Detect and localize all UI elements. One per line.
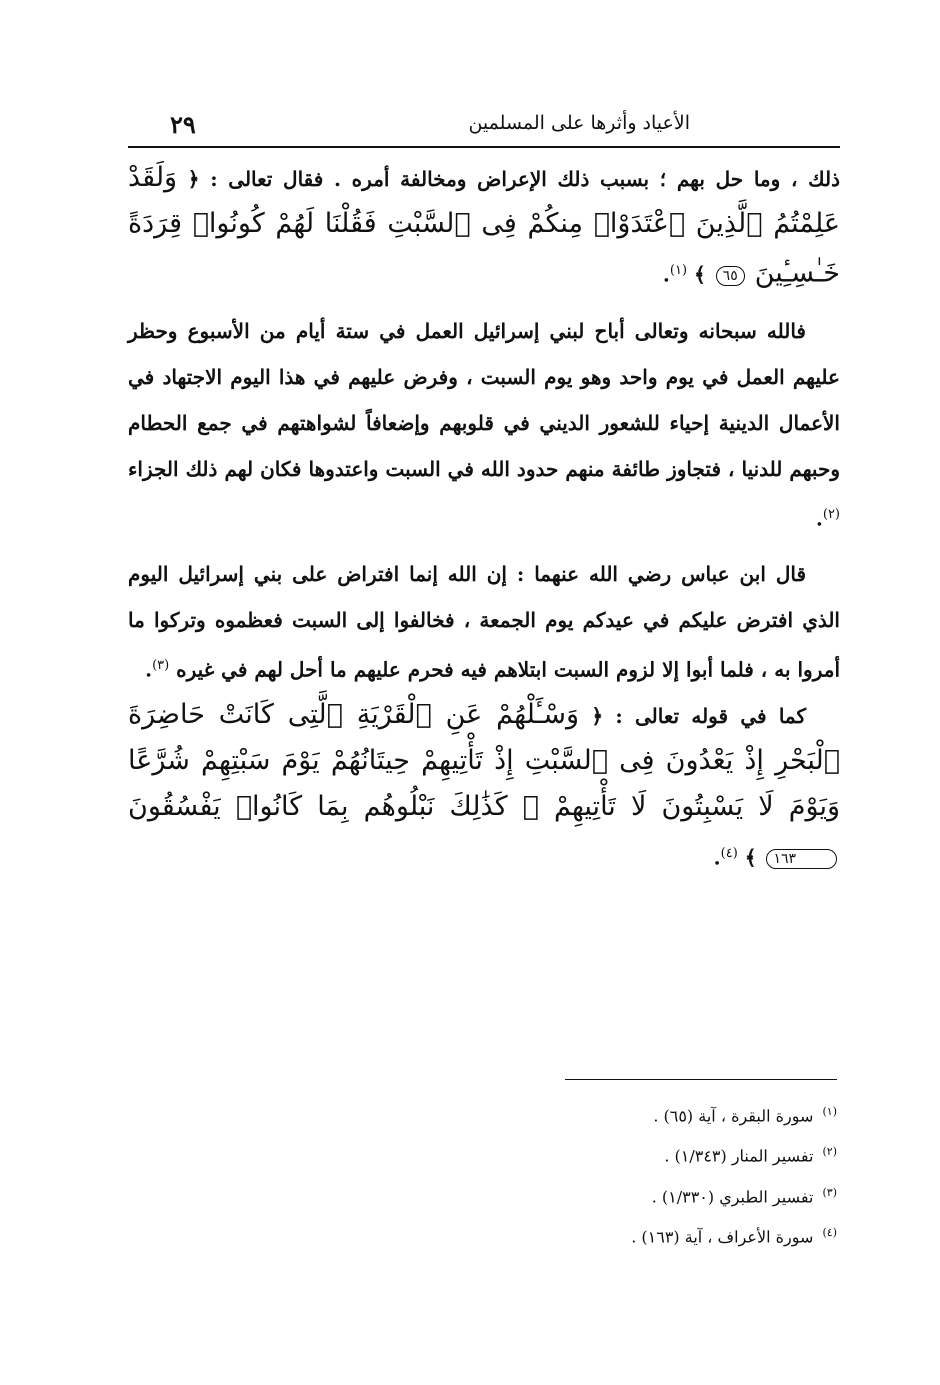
- paragraph-2: فالله سبحانه وتعالى أباح لبني إسرائيل العمل في ستة أيام من الأسبوع وحظر عليهم العمل في يوم واحد وهو يوم السبت ، وفرض عليهم في هذا اليوم الاجتهاد في الأعمال الدينية إحياء للشعور الديني في قلوبهم وإضعافاً لشواهتهم في جمع الحطام وحبهم للدنيا ، فتجاوز طائفة منهم حدود الله في السبت واعتدوها فكان لهم ذلك الجزاء $^{(٢)}$.: [128, 318, 840, 531]
- footnote-text: تفسير الطبري (١/٣٣٠) .: [651, 1186, 814, 1206]
- paragraph-1-text: ذلك ، وما حل بهم ؛ بسبب ذلك الإعراض ومخالفة أمره . فقال تعالى : ﴿: [187, 167, 840, 191]
- running-header: [128, 110, 840, 142]
- verse-number-marker: ١٦٣: [766, 849, 837, 869]
- footnote-ref-3: (٣): [152, 658, 170, 674]
- footnote-text: سورة الأعراف ، آية (١٦٣) .: [631, 1227, 814, 1247]
- quran-verse-1: وَلَقَدْ عَلِمْتُمُ ٱلَّذِينَ ٱعْتَدَوْا۟ مِنكُمْ فِى ٱلسَّبْتِ فَقُلْنَا لَهُمْ كُونُوا۟ قِرَدَةً خَـٰسِـِٔينَ: [128, 162, 840, 289]
- footnote-ref-2: (٢): [822, 506, 840, 522]
- footnote-text: سورة البقرة ، آية (٦٥) .: [653, 1106, 814, 1126]
- quran-verse-2: وَسْـَٔلْهُمْ عَنِ ٱلْقَرْيَةِ ٱلَّتِى كَانَتْ حَاضِرَةَ ٱلْبَحْرِ إِذْ يَعْدُونَ فِى ٱلسَّبْتِ إِذْ تَأْتِيهِمْ حِيتَانُهُمْ يَوْمَ سَبْتِهِمْ شُرَّعًا وَيَوْمَ لَا يَسْبِتُونَ لَا تَأْتِيهِمْ ۚ كَذَٰلِكَ نَبْلُوهُم بِمَا كَانُوا۟ يَفْسُقُونَ: [128, 698, 840, 822]
- paragraph-4-text: كما في قوله تعالى : ﴿: [591, 703, 807, 728]
- paragraph-3: قال ابن عباس رضي الله عنهما : إن الله إنما افتراض على بني إسرائيل اليوم الذي افترض عليكم في عيدكم يوم الجمعة ، فخالفوا إلى السبت فعظموه وتركوا ما أمروا به ، فلما أبوا إلا لزوم السبت ابتلاهم فيه فحرم عليهم ما أحل لهم في غيره $^{(٣)}$.: [128, 562, 840, 682]
- footnote-number: (١): [822, 1105, 837, 1118]
- body-text: [128, 156, 840, 881]
- footnote-ref-4: (٤): [720, 845, 738, 861]
- page-number: ٢٩: [170, 110, 196, 139]
- footnote-1: [400, 1094, 837, 1134]
- verse-number-marker: ٦٥: [716, 266, 745, 286]
- footnote-number: (٣): [822, 1185, 837, 1199]
- closing-bracket: ﴾: [693, 262, 706, 287]
- paragraph-1: ذلك ، وما حل بهم ؛ بسبب ذلك الإعراض ومخالفة أمره . فقال تعالى : ﴿ وَلَقَدْ عَلِمْتُمُ ٱلَّذِينَ ٱعْتَدَوْا۟ مِنكُمْ فِى ٱلسَّبْتِ فَقُلْنَا لَهُمْ كُونُوا۟ قِرَدَةً خَـٰسِـِٔينَ ٦٥ ﴾ $^{(١)}$.: [128, 162, 840, 289]
- footnote-ref-1: (١): [669, 263, 688, 278]
- closing-bracket: ﴾: [744, 845, 757, 870]
- footnote-3: [400, 1175, 837, 1215]
- header-title: الأعياد وأثرها على المسلمين: [468, 112, 690, 134]
- paragraph-3-text: قال ابن عباس رضي الله عنهما : إن الله إنما افتراض على بني إسرائيل اليوم الذي افترض عليكم في عيدكم يوم الجمعة ، فخالفوا إلى السبت فعظموه وتركوا ما أمروا به ، فلما أبوا إلا لزوم السبت ابتلاهم فيه فحرم عليهم ما أحل لهم في غيره: [128, 562, 840, 682]
- paragraph-4: كما في قوله تعالى : ﴿ وَسْـَٔلْهُمْ عَنِ ٱلْقَرْيَةِ ٱلَّتِى كَانَتْ حَاضِرَةَ ٱلْبَحْرِ إِذْ يَعْدُونَ فِى ٱلسَّبْتِ إِذْ تَأْتِيهِمْ حِيتَانُهُمْ يَوْمَ سَبْتِهِمْ شُرَّعًا وَيَوْمَ لَا يَسْبِتُونَ لَا تَأْتِيهِمْ ۚ كَذَٰلِكَ نَبْلُوهُم بِمَا كَانُوا۟ يَفْسُقُونَ ١٦٣ ﴾ $^{(٤)}$.: [128, 698, 840, 870]
- header-rule: [128, 146, 840, 148]
- footnote-text: تفسير المنار (١/٣٤٣) .: [664, 1146, 814, 1166]
- footnote-2: [400, 1134, 837, 1174]
- footnote-number: (٤): [822, 1225, 837, 1239]
- footnote-separator: [565, 1079, 837, 1080]
- footnotes: [400, 1094, 837, 1255]
- footnote-4: [400, 1215, 837, 1255]
- paragraph-2-text: فالله سبحانه وتعالى أباح لبني إسرائيل العمل في ستة أيام من الأسبوع وحظر عليهم العمل في يوم واحد وهو يوم السبت ، وفرض عليهم في هذا اليوم الاجتهاد في الأعمال الدينية إحياء للشعور الديني في قلوبهم وإضعافاً لشواهتهم في جمع الحطام وحبهم للدنيا ، فتجاوز طائفة منهم حدود الله في السبت واعتدوها فكان لهم ذلك الجزاء: [128, 318, 840, 481]
- footnote-number: (٢): [822, 1145, 837, 1159]
